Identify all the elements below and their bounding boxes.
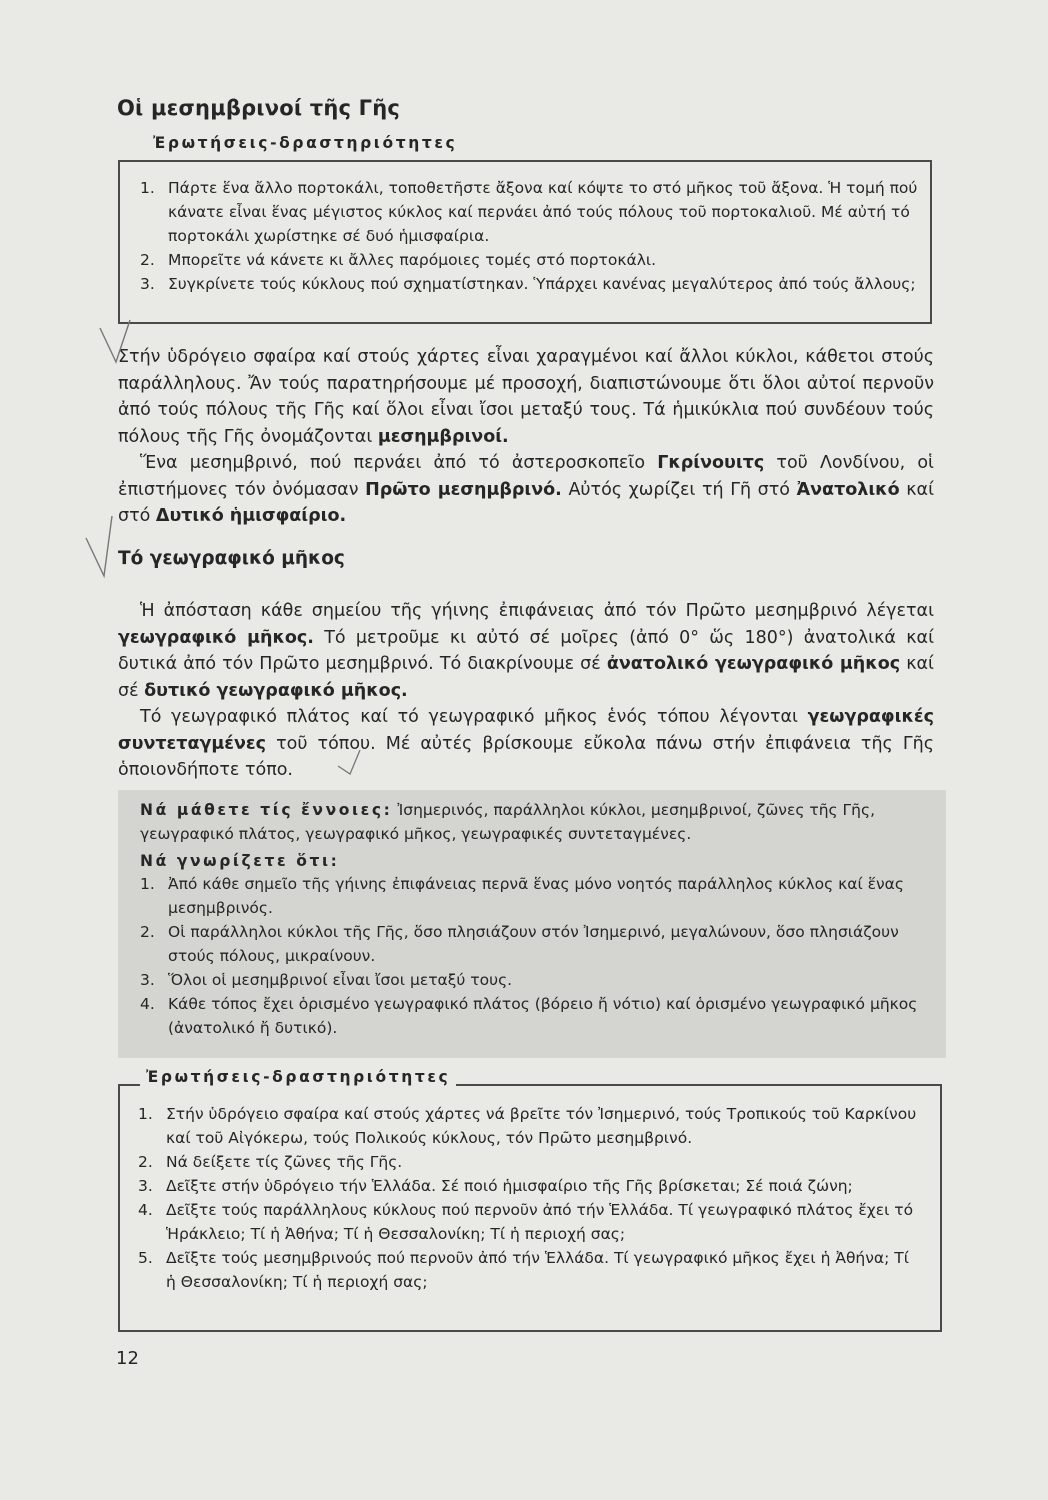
list-item: 1. Πάρτε ἕνα ἄλλο πορτοκάλι, τοποθετῆστε ἄξονα καί κόψτε το στό μῆκος τοῦ ἄξονα. Ἡ τομή πού κάνατε εἶναι ἕνας μέγιστος κύκλος καί περνάει ἀπό τούς πόλους τοῦ πορτοκαλιοῦ. Μέ αὐτή τό πορτοκάλι χωρίστηκε σέ δυό ἡμισφαίρια. (140, 179, 918, 245)
learn-heading: Νά μάθετε τίς ἔννοιες: (140, 801, 393, 819)
list-item: 1. Ἀπό κάθε σημεῖο τῆς γήινης ἐπιφάνειας περνᾶ ἕνας μόνο νοητός παράλληλος κύκλος καί ἕνας μεσημβρινός. (140, 875, 904, 917)
pencil-check-mark-icon (96, 318, 136, 368)
list-item: 4. Δεῖξτε τούς παράλληλους κύκλους πού περνοῦν ἀπό τήν Ἑλλάδα. Τί γεωγραφικό πλάτος ἔχει τό Ἡράκλειο; Τί ἡ Ἀθήνα; Τί ἡ Θεσσαλονίκη; Τί ἡ περιοχή σας; (138, 1201, 914, 1243)
list-item: 2. Νά δείξετε τίς ζῶνες τῆς Γῆς. (138, 1153, 403, 1171)
section-subtitle: Τό γεωγραφικό μῆκος (118, 548, 345, 569)
longitude-paragraph (118, 598, 934, 784)
questions-list-1 (140, 176, 920, 296)
list-item: 3. Ὅλοι οἱ μεσημβρινοί εἶναι ἴσοι μεταξύ τους. (140, 971, 513, 989)
questions-box-1 (118, 160, 932, 324)
list-item: 3. Δεῖξτε στήν ὑδρόγειο τήν Ἑλλάδα. Σέ ποιό ἡμισφαίριο τῆς Γῆς βρίσκεται; Σέ ποιά ζώνη; (138, 1177, 853, 1195)
meridians-text-2: Ἕνα μεσημβρινό, πού περνάει ἀπό τό ἀστεροσκοπεῖο Γκρίνουιτς τοῦ Λονδίνου, οἱ ἐπιστήμονες τόν ὀνόμασαν Πρῶτο μεσημβρινό. Αὐτός χωρίζει τή Γῆ στό Ἀνατολικό καί στό Δυτικό ἡμισφαίριο. (118, 453, 935, 526)
page-title: Οἱ μεσημβρινοί τῆς Γῆς (117, 96, 401, 120)
questions-heading-1: Ἐρωτήσεις-δραστηριότητες (147, 134, 463, 152)
list-item: 2. Μπορεῖτε νά κάνετε κι ἄλλες παρόμοιες τομές στό πορτοκάλι. (140, 251, 657, 269)
meridians-text-1: Στήν ὑδρόγειο σφαίρα καί στούς χάρτες εἶναι χαραγμένοι καί ἄλλοι κύκλοι, κάθετοι στούς παράλληλους. Ἄν τούς παρατηρήσουμε μέ προσοχή, διαπιστώνουμε ὅτι ὅλοι αὐτοί περνοῦν ἀπό τούς πόλους τῆς Γῆς καί ὅλοι εἶναι ἴσοι μεταξύ τους. Τά ἡμικύκλια πού συνδέουν τούς πόλους τῆς Γῆς ὀνομάζονται μεσημβρινοί. (118, 347, 934, 447)
list-item: 2. Οἱ παράλληλοι κύκλοι τῆς Γῆς, ὅσο πλησιάζουν στόν Ἰσημερινό, μεγαλώνουν, ὅσο πλησιάζουν στούς πόλους, μικραίνουν. (140, 923, 899, 965)
list-item: 5. Δεῖξτε τούς μεσημβρινούς πού περνοῦν ἀπό τήν Ἑλλάδα. Τί γεωγραφικό μῆκος ἔχει ἡ Ἀθήνα; Τί ἡ Θεσσαλονίκη; Τί ἡ περιοχή σας; (138, 1249, 909, 1291)
list-item: 4. Κάθε τόπος ἔχει ὁρισμένο γεωγραφικό πλάτος (βόρειο ἤ νότιο) καί ὁρισμένο γεωγραφικό μῆκος (ἀνατολικό ἤ δυτικό). (140, 995, 918, 1037)
know-list (140, 872, 920, 1040)
learn-concepts: Νά μάθετε τίς ἔννοιες: Ἰσημερινός, παράλληλοι κύκλοι, μεσημβρινοί, ζῶνες τῆς Γῆς, γεωγραφικό πλάτος, γεωγραφικό μῆκος, γεωγραφικές συντεταγμένες. (140, 801, 876, 843)
list-item: 3. Συγκρίνετε τούς κύκλους πού σχηματίστηκαν. Ὑπάρχει κανένας μεγαλύτερος ἀπό τούς ἄλλους; (140, 275, 916, 293)
know-heading: Νά γνωρίζετε ὅτι: (140, 852, 340, 870)
longitude-text-2: Τό γεωγραφικό πλάτος καί τό γεωγραφικό μῆκος ἑνός τόπου λέγονται γεωγραφικές συντεταγμένες τοῦ τόπου. Μέ αὐτές βρίσκουμε εὔκολα πάνω στήν ἐπιφάνεια τῆς Γῆς ὁποιονδήποτε τόπο. (118, 707, 934, 780)
pencil-check-mark-icon (82, 514, 122, 578)
questions-box-2 (118, 1084, 942, 1332)
meridians-paragraph (118, 344, 934, 530)
longitude-text-1: Ἡ ἀπόσταση κάθε σημείου τῆς γήινης ἐπιφάνειας ἀπό τόν Πρῶτο μεσημβρινό λέγεται γεωγραφικό μῆκος. Τό μετροῦμε κι αὐτό σέ μοῖρες (ἀπό 0° ὥς 180°) ἀνατολικά καί δυτικά ἀπό τόν Πρῶτο μεσημβρινό. Τό διακρίνουμε σέ ἀνατολικό γεωγραφικό μῆκος καί σέ δυτικό γεωγραφικό μῆκος. (118, 601, 934, 701)
questions-heading-2: Ἐρωτήσεις-δραστηριότητες (140, 1068, 456, 1086)
pencil-check-mark-icon (336, 748, 366, 778)
page-number: 12 (116, 1348, 139, 1369)
summary-box (118, 790, 946, 1058)
list-item: 1. Στήν ὑδρόγειο σφαίρα καί στούς χάρτες νά βρεῖτε τόν Ἰσημερινό, τούς Τροπικούς τοῦ Καρκίνου καί τοῦ Αἰγόκερω, τούς Πολικούς κύκλους, τόν Πρῶτο μεσημβρινό. (138, 1105, 917, 1147)
questions-list-2 (138, 1102, 918, 1294)
